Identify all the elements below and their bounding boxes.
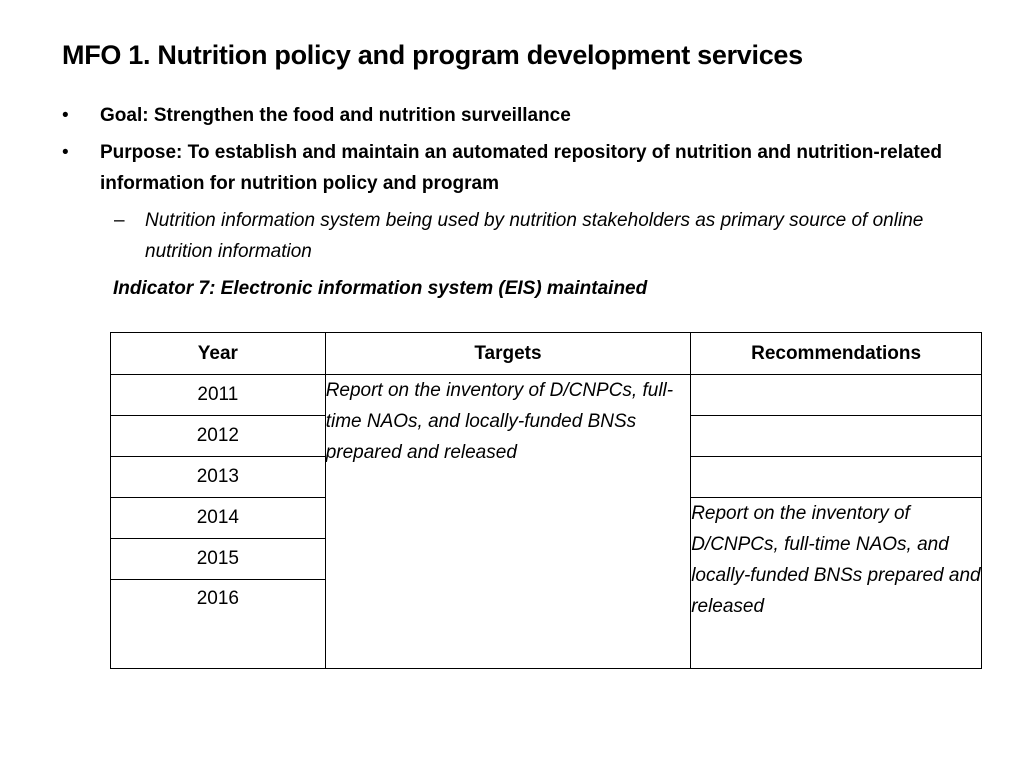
- bullet-list: [62, 100, 962, 304]
- year-cell: 2012: [111, 416, 326, 457]
- bullet-marker: •: [62, 142, 69, 163]
- bullet-purpose: [62, 137, 962, 199]
- recommendation-cell-empty: [691, 375, 982, 416]
- targets-cell: Report on the inventory of D/CNPCs, full-time NAOs, and locally-funded BNSs prepared and released: [325, 375, 691, 669]
- header-year: Year: [111, 333, 326, 375]
- sub-bullet-marker: –: [114, 210, 125, 231]
- bullet-purpose-text: Purpose: To establish and maintain an automated repository of nutrition and nutrition-related information for nutrition policy and program: [100, 142, 943, 194]
- header-targets: Targets: [325, 333, 691, 375]
- targets-table: [110, 332, 982, 669]
- sub-bullet: [62, 205, 962, 267]
- bullet-goal: [62, 100, 962, 131]
- year-cell: 2011: [111, 375, 326, 416]
- year-cell: 2013: [111, 457, 326, 498]
- table-row: [111, 375, 982, 416]
- year-cell: 2016: [111, 580, 326, 669]
- year-cell: 2014: [111, 498, 326, 539]
- slide-title: MFO 1. Nutrition policy and program development services: [62, 40, 803, 70]
- table-header-row: [111, 333, 982, 375]
- indicator-text: Indicator 7: Electronic information system (EIS) maintained: [113, 278, 648, 299]
- recommendation-cell-empty: [691, 416, 982, 457]
- header-recommendations: Recommendations: [691, 333, 982, 375]
- recommendation-cell: Report on the inventory of D/CNPCs, full-time NAOs, and locally-funded BNSs prepared and released: [691, 498, 982, 669]
- bullet-goal-text: Goal: Strengthen the food and nutrition surveillance: [100, 105, 571, 126]
- sub-bullet-text: Nutrition information system being used by nutrition stakeholders as primary source of online nutrition information: [145, 210, 924, 262]
- year-cell: 2015: [111, 539, 326, 580]
- recommendation-cell-empty: [691, 457, 982, 498]
- bullet-marker: •: [62, 105, 69, 126]
